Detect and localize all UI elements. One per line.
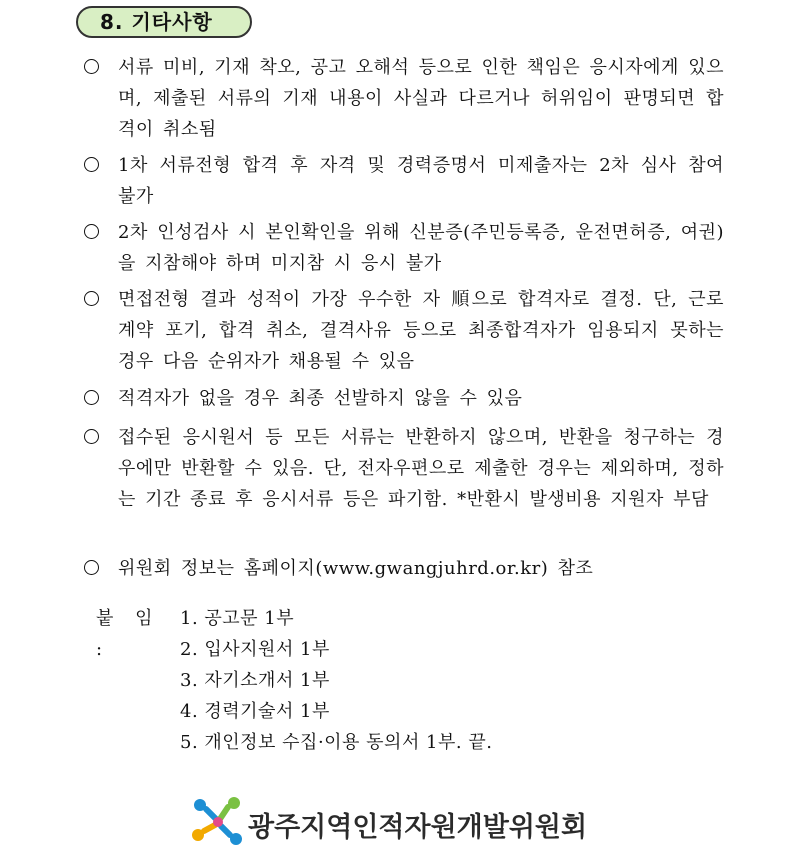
circle-bullet-icon: [84, 429, 99, 444]
attachment-item: 1. 공고문 1부: [180, 608, 295, 629]
notice-item: [84, 553, 724, 584]
organization-footer: [190, 795, 620, 851]
notice-text: 적격자가 없을 경우 최종 선발하지 않을 수 있음: [118, 388, 523, 409]
notice-text: 1차 서류전형 합격 후 자격 및 경력증명서 미제출자는 2차 심사 참여 불가: [118, 155, 724, 207]
notice-item: [84, 383, 724, 414]
circle-bullet-icon: [84, 560, 99, 575]
attachment-item: 4. 경력기술서 1부: [180, 701, 330, 722]
notice-text: 2차 인성검사 시 본인확인을 위해 신분증(주민등록증, 운전면허증, 여권)을 지참해야 하며 미지참 시 응시 불가: [118, 222, 724, 274]
circle-bullet-icon: [84, 291, 99, 306]
organization-name: 광주지역인적자원개발위원회: [248, 812, 588, 843]
circle-bullet-icon: [84, 157, 99, 172]
notice-text: 위원회 정보는 홈페이지(www.gwangjuhrd.or.kr) 참조: [118, 558, 594, 579]
circle-bullet-icon: [84, 59, 99, 74]
notice-text: 면접전형 결과 성적이 가장 우수한 자 順으로 합격자로 결정. 단, 근로계약 포기, 합격 취소, 결격사유 등으로 최종합격자가 임용되지 못하는 경우 다음 순위자가 채용될 수 있음: [118, 289, 724, 372]
notice-text: 접수된 응시원서 등 모든 서류는 반환하지 않으며, 반환을 청구하는 경우에만 반환할 수 있음. 단, 전자우편으로 제출한 경우는 제외하며, 정하는 기간 종료 후 응시서류 등은 파기함. *반환시 발생비용 지원자 부담: [118, 427, 724, 510]
notice-item: [84, 284, 724, 377]
circle-bullet-icon: [84, 390, 99, 405]
section-title: 8. 기타사항: [76, 6, 252, 38]
attachments-label: 붙 임 :: [96, 608, 161, 660]
star-burst-logo-icon: [190, 795, 246, 851]
attachment-item: 5. 개인정보 수집·이용 동의서 1부. 끝.: [180, 732, 493, 753]
notice-item: [84, 217, 724, 279]
notice-item: [84, 150, 724, 212]
attachment-item: 2. 입사지원서 1부: [180, 639, 330, 660]
attachment-item: 3. 자기소개서 1부: [180, 670, 330, 691]
notice-item: [84, 52, 724, 145]
circle-bullet-icon: [84, 224, 99, 239]
notice-item: [84, 422, 724, 515]
notice-text: 서류 미비, 기재 착오, 공고 오해석 등으로 인한 책임은 응시자에게 있으며, 제출된 서류의 기재 내용이 사실과 다르거나 허위임이 판명되면 합격이 취소됨: [118, 57, 724, 140]
